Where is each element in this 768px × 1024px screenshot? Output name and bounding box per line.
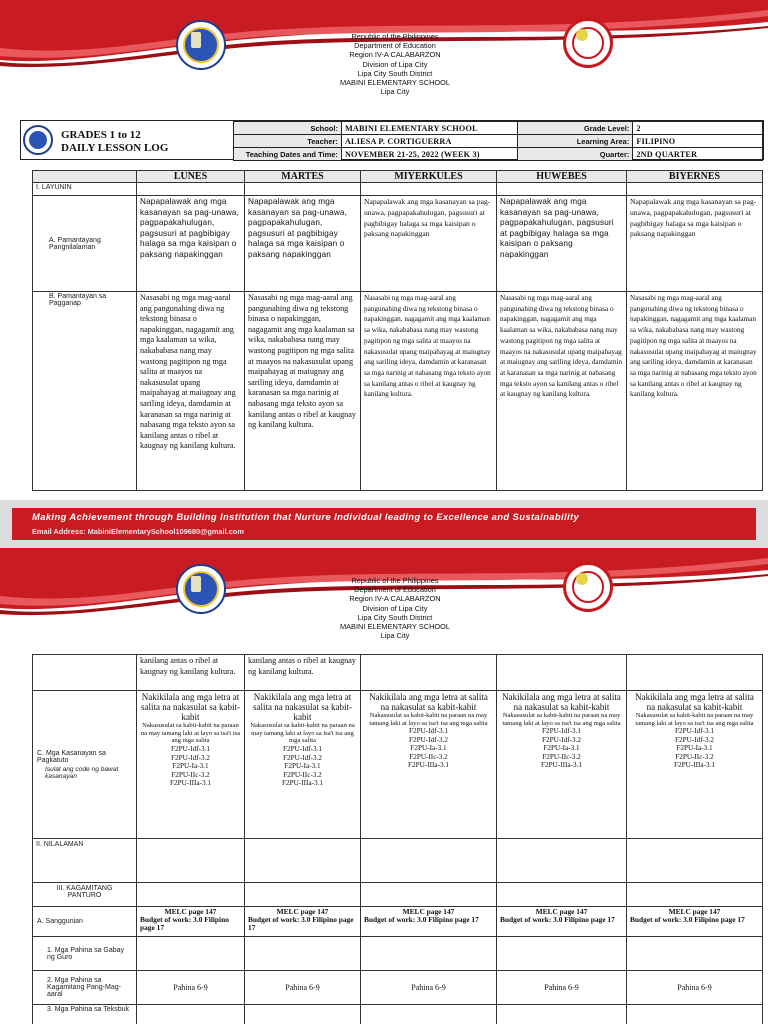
letterhead: Republic of the Philippines Department of Education Region IV-A CALABARZON Division of Lipa City Lipa City South District MABINI ELEMENTARY SCHOOL Lipa City xyxy=(339,32,451,97)
pamantayang-martes: Napapalawak ang mga kasanayan sa pag-unawa, pagpapakahulugan, pagsusuri at pagbibigay halaga sa mga kaisipan o paksang napakinggan xyxy=(245,196,361,292)
sanggunian-martes: MELC page 147 Budget of work: 3.0 Filipino page 17 xyxy=(245,907,361,937)
school-seal-icon xyxy=(563,18,613,68)
grade-value: 2 xyxy=(633,122,763,135)
section-teksbuk: 3. Mga Pahina sa Teksbuk xyxy=(33,1005,137,1024)
dates-value: NOVEMBER 21-25, 2022 (WEEK 3) xyxy=(341,148,517,161)
pahina-huwebes: Pahina 6-9 xyxy=(497,971,627,1005)
day-lunes: LUNES xyxy=(137,171,245,183)
pagganap-martes: Nasasabi ng mga mag-aaral ang pangunahing diwa ng tekstong binasa o napakinggan, nagagamit ang mga kaalaman sa wika, nakababasa nang may wastong pagitipon ng mga salita at maayos na nakasusulat upang maipahayag at maiugnay ang sariling ideya, damdamin at karanasan sa mga narinig at nabasang mga teksto ayon sa kanilang antas o ribel at kaugnay ng kanilang kultura. xyxy=(245,292,361,491)
pagganap-huwebes: Nasasabi ng mga mag-aaral ang pangunahing diwa ng tekstong binasa o napakinggan, nagagamit ang mga kaalaman sa wika, nakababasa nang may wastong pagitipon ng mga salita at maayos na nakasusulat upang maipahayag at maiugnay ang sariling ideya, damdamin at karanasan sa mga narinig at nabasang mga teksto ayon sa kanilang antas o ribel at kaugnay ng kanilang kultura. xyxy=(497,292,627,491)
kasanayan-miyerkules: Nakikilala ang mga letra at salita na nakasulat sa kabit-kabit Nakasusulat sa kabit-kabit na paraan na may tamang laki at layo sa isa't isa ang mga salita F2PU-Idf-3.1 F2PU-Idf-3.2 F2PU-Ia-3.1 F2PU-IIc-3.2 F2PU-IIIa-3.1 xyxy=(361,691,497,839)
pagganap-cont-lunes: kanilang antas o ribel at kaugnay ng kanilang kultura. xyxy=(137,655,245,691)
footer-motto: Making Achievement through Building Institution that Nurture Individual leading to Excellence and Sustainability xyxy=(32,511,580,522)
day-huwebes: HUWEBES xyxy=(497,171,627,183)
pamantayang-miyerkules: Napapalawak ang mga kasanayan sa pag-unawa, pagpapakahulugan, pagsusuri at pagbibigay halaga sa mga kaisipan o paksang napakinggan xyxy=(361,196,497,292)
page-2 xyxy=(0,548,768,1024)
letterhead: Republic of the Philippines Department of Education Region IV-A CALABARZON Division of Lipa City Lipa City South District MABINI ELEMENTARY SCHOOL Lipa City xyxy=(339,576,451,641)
school-label: School: xyxy=(234,122,342,135)
kasanayan-lunes: Nakikilala ang mga letra at salita na nakasulat sa kabit-kabit Nakasusulat sa kabit-kabit na paraan na may tamang laki at layo sa isa't isa ang mga salita F2PU-Idf-3.1 F2PU-Idf-3.2 F2PU-Ia-3.1 F2PU-IIc-3.2 F2PU-IIIa-3.1 xyxy=(137,691,245,839)
section-pamantayang-pangnilalaman: A. Pamantayang Pangnilalaman xyxy=(33,196,137,292)
sanggunian-lunes: MELC page 147 Budget of work: 3.0 Filipino page 17 xyxy=(137,907,245,937)
sanggunian-miyerkules: MELC page 147 Budget of work: 3.0 Filipino page 17 xyxy=(361,907,497,937)
footer-email: Email Address: MabiniElementarySchool109680@gmail.com xyxy=(32,527,244,536)
section-mga-kasanayan: C. Mga Kasanayan sa Pagkatuto Isulat ang code ng bawat kasanayan xyxy=(33,691,137,839)
dates-label: Teaching Dates and Time: xyxy=(234,148,342,161)
day-miyerkules: MIYERKULES xyxy=(361,171,497,183)
sanggunian-huwebes: MELC page 147 Budget of work: 3.0 Filipino page 17 xyxy=(497,907,627,937)
day-biyernes: BIYERNES xyxy=(627,171,763,183)
teacher-label: Teacher: xyxy=(234,135,342,148)
kasanayan-martes: Nakikilala ang mga letra at salita na nakasulat sa kabit-kabit Nakasusulat sa kabit-kabit na paraan na may tamang laki at layo sa isa't isa ang mga salita F2PU-Idf-3.1 F2PU-Idf-3.2 F2PU-Ia-3.1 F2PU-IIc-3.2 F2PU-IIIa-3.1 xyxy=(245,691,361,839)
pagganap-lunes: Nasasabi ng mga mag-aaral ang pangunahing diwa ng tekstong binasa o napakinggan, nagagamit ang mga kaalaman sa wika, nakababasa nang may wastong pagitipon ng mga salita at maayos na nakasusulat upang maipahayag at maiugnay ang sariling ideya, damdamin at karanasan sa mga narinig at nabasang mga teksto ayon sa kanilang antas o ribel at kaugnay ng kanilang kultura. xyxy=(137,292,245,491)
dll-info-table xyxy=(233,121,763,161)
deped-seal-icon xyxy=(176,20,226,70)
school-footer xyxy=(0,500,768,548)
sanggunian-biyernes: MELC page 147 Budget of work: 3.0 Filipino page 17 xyxy=(627,907,763,937)
deped-seal-icon xyxy=(176,564,226,614)
kasanayan-biyernes: Nakikilala ang mga letra at salita na nakasulat sa kabit-kabit Nakasusulat sa kabit-kabit na paraan na may tamang laki at layo sa isa't isa ang mga salita F2PU-Idf-3.1 F2PU-Idf-3.2 F2PU-Ia-3.1 F2PU-IIc-3.2 F2PU-IIIa-3.1 xyxy=(627,691,763,839)
section-pamantayan-sa-pagganap: B. Pamantayan sa Pagganap xyxy=(33,292,137,491)
quarter-value: 2ND QUARTER xyxy=(633,148,763,161)
section-gabay-ng-guro: 1. Mga Pahina sa Gabay ng Guro xyxy=(33,937,137,971)
dll-title: GRADES 1 to 12 DAILY LESSON LOG xyxy=(61,129,169,154)
pahina-martes: Pahina 6-9 xyxy=(245,971,361,1005)
pahina-miyerkules: Pahina 6-9 xyxy=(361,971,497,1005)
area-value: FILIPINO xyxy=(633,135,763,148)
pamantayang-huwebes: Napapalawak ang mga kasanayan sa pag-unawa, pagpapakahulugan, pagsusuri at pagbibigay halaga sa mga kaisipan o paksang napakinggan xyxy=(497,196,627,292)
school-value: MABINI ELEMENTARY SCHOOL xyxy=(341,122,517,135)
pagganap-cont-martes: kanilang antas o ribel at kaugnay ng kanilang kultura. xyxy=(245,655,361,691)
pamantayang-lunes: Napapalawak ang mga kasanayan sa pag-unawa, pagpapakahulugan, pagsusuri at pagbibigay halaga sa mga kaisipan o paksang napakinggan xyxy=(137,196,245,292)
section-sanggunian: A. Sanggunian xyxy=(33,907,137,937)
grade-label: Grade Level: xyxy=(517,122,633,135)
quarter-label: Quarter: xyxy=(517,148,633,161)
footer-banner xyxy=(12,508,756,540)
section-layunin: I. LAYUNIN xyxy=(33,183,137,196)
pahina-lunes: Pahina 6-9 xyxy=(137,971,245,1005)
teacher-value: ALIESA P. CORTIGUERRA xyxy=(341,135,517,148)
dll-header xyxy=(20,120,764,160)
page-1 xyxy=(0,0,768,500)
pahina-biyernes: Pahina 6-9 xyxy=(627,971,763,1005)
pagganap-biyernes: Nasasabi ng mga mag-aaral ang pangunahing diwa ng tekstong binasa o napakinggan, nagagamit ang mga kaalaman sa wika, nakababasa nang may wastong pagitipon ng mga salita at maayos na nakasusulat upang maipahayag at maiugnay ang sariling ideya, damdamin at karanasan sa mga narinig at nabasang mga teksto ayon sa kanilang antas o ribel at kaugnay ng kanilang kultura. xyxy=(627,292,763,491)
section-kagamitang-mag-aaral: 2. Mga Pahina sa Kagamitang Pang-Mag-aaral xyxy=(33,971,137,1005)
deped-logo-icon xyxy=(23,125,53,155)
pagganap-miyerkules: Nasasabi ng mga mag-aaral ang pangunahing diwa ng tekstong binasa o napakinggan, nagagamit ang mga kaalaman sa wika, nakababasa nang may wastong pagitipon ng mga salita at maayos na nakasusulat upang maipahayag at maiugnay ang sariling ideya, damdamin at karanasan sa mga narinig at nabasang mga teksto ayon sa kanilang antas o ribel at kaugnay ng kanilang kultura. xyxy=(361,292,497,491)
section-kagamitang-panturo: III. KAGAMITANG PANTURO xyxy=(33,883,137,907)
kasanayan-note: Isulat ang code ng bawat kasanayan xyxy=(45,765,119,780)
area-label: Learning Area: xyxy=(517,135,633,148)
pamantayang-biyernes: Napapalawak ang mga kasanayan sa pag-unawa, pagpapakahulugan, pagsusuri at pagbibigay halaga sa mga kaisipan o paksang napakinggan xyxy=(627,196,763,292)
kasanayan-huwebes: Nakikilala ang mga letra at salita na nakasulat sa kabit-kabit Nakasusulat sa kabit-kabit na paraan na may tamang laki at layo sa isa't isa ang mga salita F2PU-Idf-3.1 F2PU-Idf-3.2 F2PU-Ia-3.1 F2PU-IIc-3.2 F2PU-IIIa-3.1 xyxy=(497,691,627,839)
lesson-table-page-1 xyxy=(32,170,763,491)
lesson-table-page-2 xyxy=(32,654,763,1024)
section-nilalaman: II. NILALAMAN xyxy=(33,839,137,883)
day-martes: MARTES xyxy=(245,171,361,183)
school-seal-icon xyxy=(563,562,613,612)
